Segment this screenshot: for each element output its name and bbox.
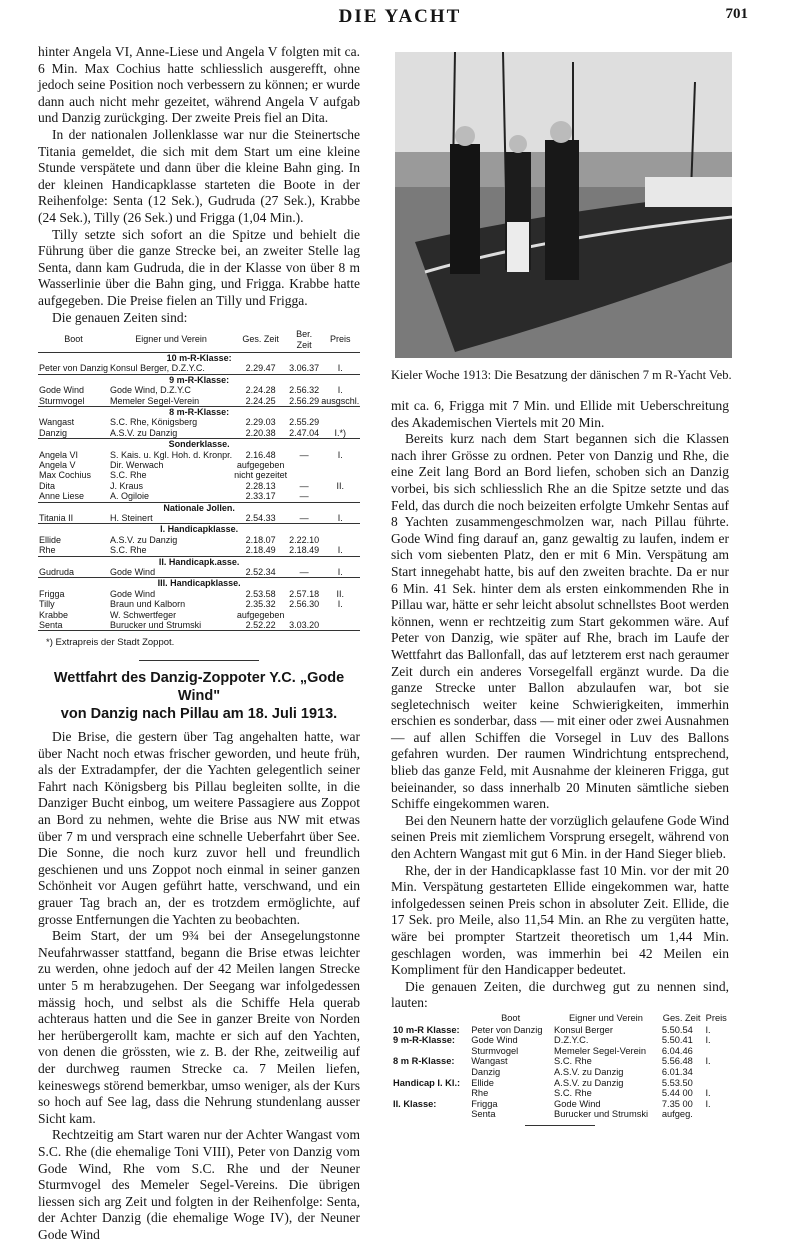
owner-cell: S.C. Rhe, Königsberg: [110, 417, 198, 428]
class-heading: III. Handicapklasse.: [157, 578, 241, 589]
boat-cell: Dita: [39, 480, 56, 491]
t2-col-owner: Eigner und Verein: [568, 1012, 643, 1023]
owner-cell: Burucker und Strumski: [554, 1109, 649, 1120]
owner-cell: Dir. Werwach: [110, 459, 164, 470]
headline-line-2: von Danzig nach Pillau am 18. Juli 1913.: [60, 706, 338, 723]
col-header-owner: Eigner und Verein: [109, 329, 233, 352]
ber-zeit-cell: 3.03.20: [289, 620, 320, 631]
boat-cell: Anne Liese: [38, 491, 109, 502]
photo-caption: Kieler Woche 1913: Die Besatzung der dänischen 7 m R-Yacht Veb.: [391, 368, 732, 382]
article-right-text: [391, 398, 729, 1012]
boat-cell: Angela V: [39, 459, 76, 470]
boat-cell: Peter von Danzig: [471, 1024, 543, 1035]
ges-zeit-cell: 2.52.34: [233, 567, 288, 578]
class-heading-row: [38, 578, 360, 589]
boat-cell: Frigga: [471, 1098, 498, 1109]
t2-col-preis: Preis: [705, 1012, 727, 1023]
prize-cell: [320, 535, 360, 545]
results-table-2: [391, 1012, 729, 1120]
zeit-cell: 6.01.34: [661, 1066, 693, 1077]
owner-cell: A.S.V. zu Danzig: [554, 1066, 624, 1077]
prize-cell: I.: [320, 545, 360, 556]
owner-cell: S.C. Rhe: [554, 1088, 592, 1099]
table-row: [38, 545, 360, 556]
paragraph: Rhe, der in der Handicapklasse fast 10 Min. vor der mit 20 Min. Verspätung gestarteten Ellide eingekommen war, hatte infolgedessen seinen Preis schon in absoluter Zeit. Ellide, die 17 Sek. pro Meile, also 11,54 Min. an Rhe zu vergüten hatte, wäre bei prompter Startzeit theoretisch um 1,44 Min. geschlagen worden, was immerhin bei 42 Meilen ein Kompliment für den Handicapper bedeutet.: [391, 862, 729, 978]
boat-cell: Gode Wind: [471, 1035, 518, 1046]
boat-cell: Sturmvogel: [471, 1045, 519, 1056]
ber-zeit-cell: —: [299, 480, 309, 491]
col-header-preis: Preis: [320, 329, 360, 352]
class-heading: Sonderklasse.: [168, 439, 230, 450]
paragraph: In der nationalen Jollenklasse war nur die Steinertsche Titania gemeldet, die sich mit dem Start um eine kleine Stunde verspätete und dann über die kleine Bahn ging. In der kleinen Handicapklasse starteten die Boote in der Reihenfolge: Senta (12 Sek.), Gudruda (27 Sek.), Krabbe (24 Sek.), Tilly (26 Sek.) und Frigga (1,04 Min.).: [38, 126, 360, 225]
paragraph: Die genauen Zeiten sind:: [52, 309, 188, 325]
table-row: [38, 513, 360, 524]
table-row: [38, 450, 360, 460]
journal-title: DIE YACHT: [338, 6, 462, 27]
paragraph: Die genauen Zeiten, die durchweg gut zu nennen sind, lauten:: [391, 978, 729, 1011]
owner-cell: A. Ogiloie: [109, 491, 233, 502]
boat-cell: Ellide: [39, 534, 62, 545]
boat-cell: Senta: [38, 620, 109, 631]
table-row: [38, 428, 360, 439]
prize-cell: [320, 491, 360, 502]
ges-zeit-cell: nicht gezeitet: [234, 470, 288, 481]
boat-cell: Frigga: [39, 588, 65, 599]
paragraph: hinter Angela VI, Anne-Liese und Angela V folgten mit ca. 6 Min. Max Cochius hatte schliesslich ausgerefft, ohne jedoch seine Position noch verbessern zu können; er wurde dann auch nicht mehr gezeitet, während Angela V aufgab und Danzig zurückging. Der zweite Preis fiel an Dita.: [38, 44, 360, 126]
class-heading-row: [38, 439, 360, 450]
owner-cell: Gode Wind: [109, 567, 233, 578]
table-row: [391, 1025, 729, 1036]
t2-col-boot: Boot: [501, 1012, 521, 1023]
end-rule: [525, 1125, 595, 1126]
ber-zeit-cell: [288, 470, 320, 480]
prize-cell: [703, 1109, 729, 1120]
klasse-cell: [391, 1067, 469, 1078]
page-header: [0, 4, 800, 28]
klasse-cell: 9 m-R-Klasse:: [393, 1035, 456, 1046]
col-header-boot: Boot: [38, 329, 109, 352]
prize-cell: I.: [337, 385, 343, 396]
boat-cell: Rhe: [471, 1088, 489, 1099]
owner-cell: Memeler Segel-Verein: [554, 1045, 647, 1056]
ber-zeit-cell: 3.06.37: [289, 363, 320, 374]
left-column: [38, 44, 360, 1243]
boat-cell: Danzig: [471, 1066, 501, 1077]
class-heading-row: [38, 524, 360, 535]
owner-cell: W. Schwertfeger: [110, 609, 177, 620]
prize-cell: [703, 1046, 729, 1057]
class-heading-row: [38, 352, 360, 363]
table-row: [391, 1056, 729, 1067]
table-row: [38, 610, 360, 620]
klasse-cell: II. Klasse:: [393, 1098, 437, 1109]
ber-zeit-cell: 2.56.29: [289, 395, 320, 406]
table-row: [38, 417, 360, 427]
owner-cell: S.C. Rhe: [109, 545, 233, 556]
zeit-cell: 5.50.54: [661, 1024, 693, 1035]
boat-cell: Sturmvogel: [38, 396, 109, 407]
ber-zeit-cell: —: [288, 491, 320, 502]
class-heading: 10 m-R-Klasse:: [166, 352, 232, 363]
owner-cell: Braun und Kalborn: [110, 599, 186, 610]
ber-zeit-cell: 2.55.29: [289, 417, 320, 428]
results-table-1: [38, 329, 360, 631]
ges-zeit-cell: 2.35.32: [245, 599, 276, 610]
owner-cell: Burucker und Strumski: [109, 620, 233, 631]
zeit-cell: 5.44 00: [661, 1088, 693, 1099]
ber-zeit-cell: 2.56.30: [289, 599, 320, 610]
prize-cell: I.: [320, 363, 360, 374]
paragraph: Bei den Neunern hatte der vorzüglich gelaufene Gode Wind seinen Preis mit ziemlichem Vorsprung ersegelt, während von den Achtern Wangast mit gut 6 Min. in der Hand Sieger blieb.: [391, 812, 729, 862]
class-heading: 8 m-R-Klasse:: [169, 406, 230, 417]
crew-photograph: [395, 52, 732, 358]
prize-cell: II.: [336, 480, 344, 491]
t2-col-klasse: [391, 1012, 469, 1025]
paragraph: Die Brise, die gestern über Tag angehalten hatte, war über Nacht noch etwas frischer geworden, und heute früh, als der Extradampfer, der die Yachten gelegentlich seiner Fahrt nach Königsberg bis Pillau begleiten sollte, in die Danziger Bucht einbog, um weitere Passagiere aus Zoppot an Bord zu nehmen, wehte die Brise aus NW mit etwas über 7 m und versprach eine schnelle Ueberfahrt über See. Die Sonne, die noch kurz zuvor hell und freundlich geschienen und uns Zoppot noch einmal in seiner ganzen Schönheit vor Augen geführt hatte, verschwand, und ein grauer Tag brach an, der es trotzdem ermöglichte, auf grosse Entfernungen die Yachten zu beobachten.: [38, 729, 360, 927]
headline-line-1: Wettfahrt des Danzig-Zoppoter Y.C. „Gode Wind": [53, 670, 345, 705]
ges-zeit-cell: 2.54.33: [233, 513, 288, 524]
ges-zeit-cell: 2.52.22: [233, 620, 288, 631]
table-row: [38, 396, 360, 407]
prize-cell: I.: [337, 449, 343, 460]
prize-cell: I.: [705, 1098, 711, 1109]
ges-zeit-cell: 2.18.49: [233, 545, 288, 556]
class-heading: Nationale Jollen.: [163, 502, 235, 513]
prize-cell: [703, 1067, 729, 1078]
class-heading: I. Handicapklasse.: [160, 524, 239, 535]
table-row: [38, 491, 360, 502]
ges-zeit-cell: 2.24.25: [233, 396, 288, 407]
klasse-cell: [391, 1109, 469, 1120]
ber-zeit-cell: 2.18.49: [289, 545, 320, 556]
boat-cell: Ellide: [471, 1077, 494, 1088]
class-heading: II. Handicapk.asse.: [158, 556, 240, 567]
ber-zeit-cell: [288, 460, 320, 470]
ber-zeit-cell: —: [299, 449, 309, 460]
section-divider: [139, 660, 259, 661]
table-row: [38, 620, 360, 631]
boat-cell: Krabbe: [39, 609, 69, 620]
ges-zeit-cell: 2.18.07: [245, 534, 276, 545]
ber-zeit-cell: —: [288, 567, 320, 578]
paragraph: Tilly setzte sich sofort an die Spitze und behielt die Führung über die ganze Strecke bei, an zweiter Stelle lag Senta, dann kam Gudruda, die in der Klasse von über 8 m Wasserlinie über die Bahn ging, und Frigga. Krabbe hatte aufgegeben. Die Preise fielen an Tilly und Frigga.: [38, 226, 360, 308]
klasse-cell: 10 m-R Klasse:: [393, 1024, 460, 1035]
boat-cell: Gode Wind: [39, 385, 85, 396]
prize-cell: II.: [336, 588, 344, 599]
article-left-text: [38, 729, 360, 1243]
boat-cell: Peter von Danzig: [39, 363, 109, 374]
klasse-cell: Handicap I. Kl.:: [393, 1077, 461, 1088]
prize-cell: [320, 470, 360, 480]
ges-zeit-cell: 2.28.13: [245, 480, 276, 491]
table-row: [391, 1067, 729, 1078]
owner-cell: Gode Wind: [554, 1098, 601, 1109]
prize-cell: I.: [705, 1056, 711, 1067]
boat-cell: Danzig: [38, 428, 109, 439]
zeit-cell: 5.56.48: [661, 1056, 693, 1067]
prize-cell: [703, 1078, 729, 1089]
boat-cell: Wangast: [471, 1056, 508, 1067]
table-row: [38, 481, 360, 491]
table-row: [391, 1109, 729, 1120]
ges-zeit-cell: aufgegeben: [236, 459, 285, 470]
page-number: 701: [725, 6, 748, 22]
zeit-cell: 5.53.50: [661, 1077, 693, 1088]
prize-cell: I.: [320, 513, 360, 524]
table-row: [391, 1078, 729, 1089]
prize-cell: I.: [705, 1088, 711, 1099]
prize-cell: [320, 620, 360, 631]
table-row: [391, 1046, 729, 1057]
owner-cell: Konsul Berger, D.Z.Y.C.: [109, 363, 233, 374]
prize-cell: I.*): [320, 428, 360, 439]
table-row: [38, 599, 360, 609]
ges-zeit-cell: 2.29.03: [245, 417, 276, 428]
owner-cell: S. Kais. u. Kgl. Hoh. d. Kronpr.: [110, 449, 233, 460]
left-top-text: [38, 44, 360, 326]
class-heading-row: [38, 556, 360, 567]
zeit-cell: 5.50.41: [661, 1035, 693, 1046]
owner-cell: S.C. Rhe: [554, 1056, 592, 1067]
ber-zeit-cell: 2.22.10: [289, 534, 320, 545]
boat-cell: Max Cochius: [39, 470, 92, 481]
zeit-cell: 6.04.46: [661, 1045, 693, 1056]
table-row: [38, 363, 360, 374]
col-header-ber: Ber. Zeit: [288, 329, 320, 352]
table-row: [38, 385, 360, 395]
class-heading: 9 m-R-Klasse:: [169, 374, 230, 385]
ges-zeit-cell: 2.53.58: [245, 588, 276, 599]
ges-zeit-cell: 2.33.17: [233, 491, 288, 502]
owner-cell: Gode Wind: [110, 588, 156, 599]
owner-cell: J. Kraus: [110, 480, 144, 491]
ber-zeit-cell: 2.57.18: [289, 588, 320, 599]
paragraph: mit ca. 6, Frigga mit 7 Min. und Ellide mit Ueberschreitung des Akademischen Viertels mit 20 Min.: [391, 398, 729, 430]
ber-zeit-cell: —: [288, 513, 320, 524]
photo-illustration: [395, 52, 732, 358]
owner-cell: A.S.V. zu Danzig: [109, 428, 233, 439]
prize-cell: I.: [705, 1024, 711, 1035]
class-heading-row: [38, 374, 360, 385]
klasse-cell: 8 m R-Klasse:: [393, 1056, 455, 1067]
ges-zeit-cell: 2.29.47: [233, 363, 288, 374]
owner-cell: Gode Wind, D.Z.Y.C: [110, 385, 191, 396]
boat-cell: Gudruda: [38, 567, 109, 578]
table-row: [38, 589, 360, 599]
prize-cell: I.: [337, 599, 343, 610]
owner-cell: D.Z.Y.C.: [554, 1035, 589, 1046]
prize-cell: [320, 460, 360, 470]
prize-cell: [320, 417, 360, 427]
ber-zeit-cell: 2.56.32: [289, 385, 320, 396]
zeit-cell: aufgeg.: [661, 1109, 693, 1120]
class-heading-row: [38, 406, 360, 417]
boat-cell: Senta: [471, 1109, 496, 1120]
boat-cell: Rhe: [38, 545, 109, 556]
table-row: [391, 1088, 729, 1099]
owner-cell: A.S.V. zu Danzig: [110, 534, 178, 545]
table-row: [38, 470, 360, 480]
boat-cell: Tilly: [39, 599, 55, 610]
owner-cell: S.C. Rhe: [110, 470, 147, 481]
table-row: [38, 567, 360, 578]
ber-zeit-cell: [288, 610, 320, 620]
col-header-ges: Ges. Zeit: [233, 329, 288, 352]
table-row: [391, 1099, 729, 1110]
owner-cell: A.S.V. zu Danzig: [554, 1077, 624, 1088]
klasse-cell: [391, 1046, 469, 1057]
owner-cell: Memeler Segel-Verein: [109, 396, 233, 407]
prize-cell: I.: [320, 567, 360, 578]
prize-cell: ausgschl.: [321, 395, 360, 406]
zeit-cell: 7.35 00: [661, 1098, 693, 1109]
ber-zeit-cell: 2.47.04: [289, 427, 320, 438]
ges-zeit-cell: 2.24.28: [245, 385, 276, 396]
table-row: [391, 1035, 729, 1046]
paragraph: Beim Start, der um 9¾ bei der Ansegelungstonne Neufahrwasser stattfand, begann die Brise etwas leichter zu werden, ohne jedoch auf der 42 Meilen langen Strecke unter 5 m herabzugehen. Der Seegang war infolgedessen mässig hoch, und selbst als die Schiffe Hela querab achteraus hatten und die See in ganzer Breite von Norden her herübergerollt kam, machte er sich auf den Yachten, von denen die grössten, wie z. B. der Rhe, zeitweilig auf der durchweg raumen Strecke ca. 7 Meilen liefen, keineswegs störend bemerkbar, umso weniger, als der Kurs so hoch auf See lag, dass die Nehrung stundenlang ausser Sicht kam.: [38, 928, 360, 1126]
paragraph: Rechtzeitig am Start waren nur der Achter Wangast vom S.C. Rhe (die ehemalige Toni VIII), Peter von Danzig vom Gode Wind, Rhe vom S.C. Rhe und der Neuner Sturmvogel des Memeler Segel-Vereins. Die übrigen liessen sich arg Zeit und folgten in der Reihenfolge: Senta, der Achter Danzig (die ehemalige Woge IV), der Neuner Gode Wind: [38, 1127, 360, 1242]
class-heading-row: [38, 502, 360, 513]
table-row: [38, 535, 360, 545]
ges-zeit-cell: aufgegeben: [236, 609, 285, 620]
article-headline: [38, 669, 360, 723]
paragraph: Bereits kurz nach dem Start begannen sich die Klassen nach ihrer Grösse zu ordnen. Peter von Danzig und Rhe, die eine Zeit lang Bord an Bord liefen, schoben sich an Danzig vorbei, bis sich schliesslich Rhe an die Spitze setzte und das Feld, das durch die noch beizeiten erfolgte Umkehr Sentas auf 8 Yachten zusammengeschmolzen war, nach Pillau führte. Gode Wind fing darauf an, ganz gewaltig zu laufen, indem er sich vom siebenten Platz, den er mit 6 Min. Verspätung am Start innegehabt hatte, bis auf den zweiten brachte. Da er nur 6 Min. 41 Sek. hinter dem als ersten einkommenden Rhe in Pillau war, hätte er sehr leicht absolut schnellstes Boot werden können, wenn er rechtzeitig zum Start gekommen wäre. Auf Peter von Danzig, wie später auf Rhe, brach im Laufe der Wettfahrt das Ballonfall, das auf letzterem erst nach geraumer Zeit durch ein anderes Vorsegelfall ergänzt wurde. Da die ganze Strecke unter Ballon abzulaufen war, bot sie segletechnisch weiter keine Schwierigkeiten, immerhin erschien es sonderbar, dass — mit einer oder zwei Ausnahmen — auf allen Schiffen die Vorsegel in Luv des Ballons gefahren wurden. Der raumen Windrichtung entsprechend, blieb das ganze Feld, mit Ausnahme der kleineren Frigga, gut beieinander, so dass innerhalb 20 Minuten sämtliche sieben Schiffe eingekommen waren.: [391, 431, 729, 812]
prize-cell: I.: [705, 1035, 711, 1046]
ges-zeit-cell: 2.16.48: [245, 449, 276, 460]
boat-cell: Titania II: [38, 513, 109, 524]
owner-cell: Konsul Berger: [554, 1024, 613, 1035]
footnote: *) Extrapreis der Stadt Zoppot.: [46, 637, 175, 649]
boat-cell: Wangast: [39, 417, 75, 428]
klasse-cell: [391, 1088, 469, 1099]
boat-cell: Angela VI: [39, 449, 79, 460]
right-column: [391, 398, 729, 1126]
table-row: [38, 460, 360, 470]
prize-cell: [320, 610, 360, 620]
t2-col-zeit: Ges. Zeit: [662, 1012, 701, 1023]
ges-zeit-cell: 2.20.38: [233, 428, 288, 439]
owner-cell: H. Steinert: [109, 513, 233, 524]
